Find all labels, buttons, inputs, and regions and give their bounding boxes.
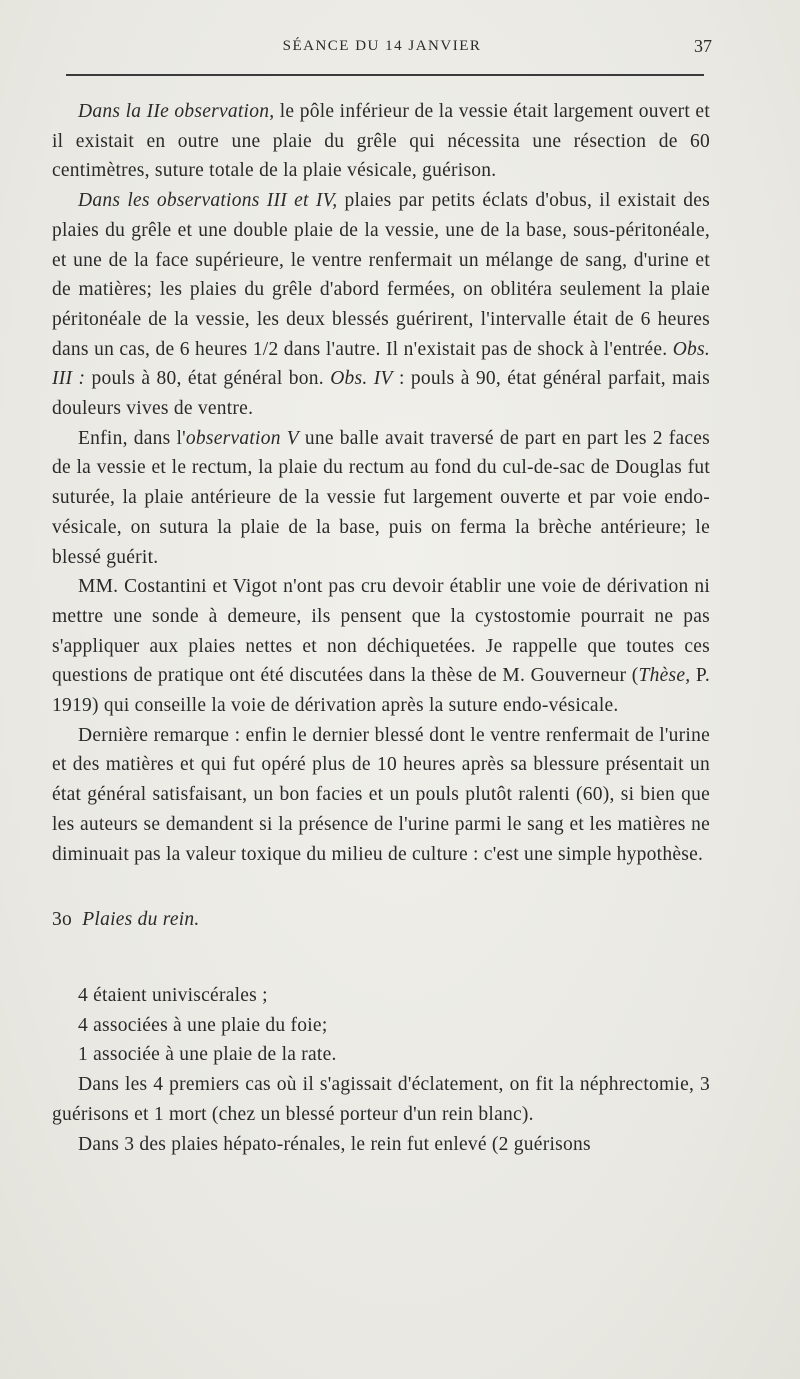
body-text [52,97,710,1159]
text-span: P. 1919) qui conseille la voie de dérivation après la suture endo-vésicale. [52,665,710,717]
text-span: : pouls à 90, état général parfait, mais douleurs vives de ventre. [52,368,710,420]
text-span: pouls à 80, état général bon. [85,368,331,390]
text-span: plaies par petits éclats d'obus, il existait des plaies du grêle et une double plaie de la vessie, une de la base, sous-péritonéale, et une de la face supérieure, le ventre renfermait un mélange de sang, d'urine et de matières; les plaies du grêle d'abord fermées, on oblitéra seulement la plaie péritonéale de la vessie, les deux blessés guérirent, l'intervalle était de 6 heures dans un cas, de 6 heures 1/2 dans l'autre. Il n'existait pas de shock à l'entrée. [52,190,710,360]
list-item: 4 associées à une plaie du foie; [78,1014,328,1036]
italic-span: Dans la IIe observation, [78,101,275,122]
page-number: 37 [694,36,712,56]
paragraph-nephrectomie: Dans les 4 premiers cas où il s'agissait d'éclatement, on fit la néphrectomie, 3 guérisons et 1 mort (chez un blessé porteur d'un rein blanc). [52,1074,710,1125]
section-number: 3o [52,909,72,931]
section-heading [52,905,710,935]
paragraph-hepato-renales: Dans 3 des plaies hépato-rénales, le rein fut enlevé (2 guérisons [78,1133,591,1155]
list-item: 4 étaient univiscérales ; [78,984,268,1006]
text-span: le pôle inférieur de la vessie était largement ouvert et il existait en outre une plaie du grêle qui nécessita une résection de 60 centimètres, suture totale de la plaie vésicale, guérison. [52,101,710,182]
paragraph-obs-2 [52,97,710,186]
running-title: SÉANCE DU 14 JANVIER [282,38,482,54]
section-title: Plaies du rein. [82,909,200,931]
list-item: 1 associée à une plaie de la rate. [78,1044,337,1066]
italic-span: Dans les observations III et IV, [78,190,338,212]
text-span: Dernière remarque : enfin le dernier blessé dont le ventre renfermait de l'urine et des matières et qui fut opéré plus de 10 heures après sa blessure présentait un état général satisfaisant, un bon facies et un pouls plutôt ralenti (60), si bien que les auteurs se demandent si la présence de l'urine parmi le sang et les matières ne diminuait pas la valeur toxique du milieu de culture : c'est une simple hypothèse. [52,724,710,865]
running-head [52,36,712,60]
paragraph-obs-5 [52,424,710,573]
header-rule [66,74,704,76]
italic-span: Obs. IV [330,368,393,390]
italic-span: observation V [185,427,299,449]
italic-span: Thèse, [638,665,691,687]
text-span: une balle avait traversé de part en part les 2 faces de la vessie et le rectum, la plaie du rectum au fond du cul-de-sac de Douglas fut suturée, la plaie antérieure de la vessie fut largement ouverte et par voie endo-vésicale, on sutura la plaie de la base, puis on ferma la brèche antérieure; le blessé guérit. [52,427,711,568]
text-span: MM. Costantini et Vigot n'ont pas cru devoir établir une voie de dérivation ni mettre une sonde à demeure, ils pensent que la cystostomie pourrait ne pas s'appliquer aux plaies nettes et non déchiquetées. Je rappelle que toutes ces questions de pratique ont été discutées dans la thèse de M. Gouverneur ( [52,576,710,687]
paragraph-obs-3-4 [52,186,710,424]
paragraph-costantini-vigot [52,572,710,721]
italic-span: Obs. III : [52,338,710,390]
text-span: Enfin, dans l' [78,427,186,449]
paragraph-derniere-remarque [52,721,710,870]
